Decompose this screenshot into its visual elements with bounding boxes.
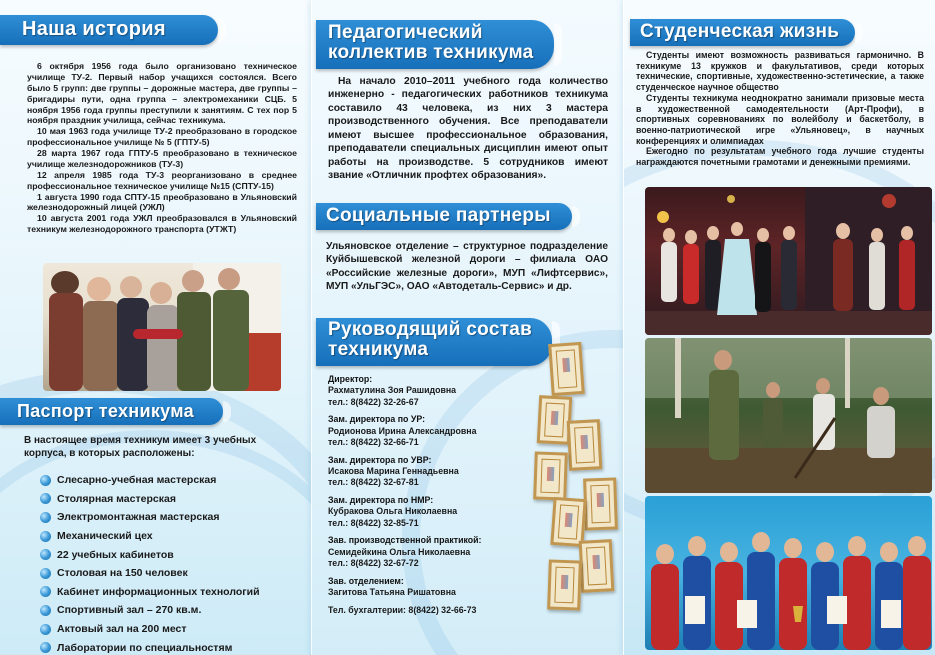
- bullet-icon: [40, 549, 51, 560]
- bullet-icon: [40, 642, 51, 653]
- list-item: Слесарно-учебная мастерская: [40, 471, 300, 490]
- student-life-paragraph: Студенты имеют возможность развиваться гармонично. В техникуме 13 кружков и факультативов, среди которых технические, спортивные, художественно-эстетические, а также студенческое научное общество: [636, 50, 924, 93]
- certificate-image: [583, 477, 618, 530]
- list-item: Столярная мастерская: [40, 490, 300, 509]
- passport-intro: В настоящее время техникум имеет 3 учебных корпуса, в которых расположены:: [24, 435, 257, 459]
- concert-photo-illustration: [645, 187, 932, 335]
- history-paragraph: 1 августа 1990 года СПТУ-15 преобразовано в Ульяновский железнодорожный лицей (УЖЛ): [27, 191, 297, 213]
- panel-staff: [312, 0, 624, 655]
- staff-title-line: Педагогический: [328, 22, 483, 43]
- list-item: Электромонтажная мастерская: [40, 508, 300, 527]
- certificate-image: [533, 451, 568, 500]
- staff-title-line: коллектив техникума: [328, 41, 534, 63]
- management-title-line: техникума: [328, 338, 429, 360]
- concert-photo: [645, 187, 932, 335]
- list-item: Кабинет информационных технологий: [40, 583, 300, 602]
- outdoor-photo-illustration: [645, 338, 932, 493]
- partners-title: Социальные партнеры: [316, 203, 572, 230]
- list-item: Зам. директора по УР: Родионова Ирина Александровна тел.: 8(8422) 32-66-71: [328, 414, 477, 447]
- panel-history: [0, 0, 312, 655]
- list-item: Зам. директора по УВР: Исакова Марина Геннадьевна тел.: 8(8422) 32-67-81: [328, 454, 459, 488]
- bullet-icon: [40, 512, 51, 523]
- student-life-title: Студенческая жизнь: [630, 19, 855, 46]
- list-item: Актовый зал на 200 мест: [40, 620, 300, 639]
- certificate-image: [579, 539, 615, 593]
- history-title: Наша история: [0, 15, 218, 45]
- bullet-icon: [40, 531, 51, 542]
- list-item: Директор: Рахматулина Зоя Рашидовна тел.: 8(8422) 32-26-67: [328, 374, 457, 407]
- management-title: [316, 318, 552, 366]
- team-photo-illustration: [645, 496, 932, 650]
- bullet-icon: [40, 624, 51, 635]
- list-item: Зам. директора по НМР: Кубракова Ольга Николаевна тел.: 8(8422) 32-85-71: [328, 495, 458, 528]
- student-life-text: [636, 50, 924, 168]
- accounting-phone: Тел. бухгалтерии: 8(8422) 32-66-73: [328, 604, 477, 615]
- management-list: [328, 374, 528, 623]
- management-title-line: Руководящий состав: [328, 319, 533, 340]
- bullet-icon: [40, 475, 51, 486]
- certificate-image: [550, 497, 586, 547]
- panel-student-life: [624, 0, 935, 655]
- history-paragraph: 12 апреля 1985 года ТУ-3 реорганизовано в среднее профессиональное техническое училище №15 (СПТУ-15): [27, 169, 297, 191]
- bullet-icon: [40, 586, 51, 597]
- history-paragraph: 28 марта 1967 года ГПТУ-5 преобразовано в техническое училище железнодорожников (ТУ-3): [27, 148, 297, 169]
- staff-text: На начало 2010–2011 учебного года количество инженерно - педагогических работников техникума составило 43 человека, из них 3 мастера производственного обучения. Все преподаватели имеют высшее профессиональное образования, преподаватели специальных дисциплин имеют опыт работы на производстве. 5 сотрудников имеют звание «Отличник профтех образования».: [328, 76, 608, 182]
- history-paragraph: 10 мая 1963 года училище ТУ-2 преобразовано в городское профессиональное училище № 5 (ГПТУ-5): [27, 126, 297, 148]
- history-paragraph: 10 августа 2001 года УЖЛ преобразовался в Ульяновский техникум железнодорожного транспорта (УТЖТ): [27, 213, 297, 235]
- student-life-paragraph: Студенты техникума неоднократно занимали призовые места в художественной самодеятельности (Арт-Профи), в спортивных соревнованиях по волейболу и баскетболу, в военно-патриотической игре «Ульяновец», в научных конференциях и олимпиадах: [636, 92, 924, 146]
- bullet-icon: [40, 605, 51, 616]
- list-item: Механический цех: [40, 527, 300, 546]
- student-life-paragraph: Ежегодно по результатам учебного года лучшие студенты награждаются почетными грамотами и денежными премиями.: [636, 146, 924, 168]
- history-text: [27, 61, 297, 235]
- history-paragraph: 6 октября 1956 года было организовано техническое училище ТУ-2. Первый набор учащихся состоялся. Всего было 5 групп: две группы – дорожные мастера, две группы – бригадиры пути, одна группа – электромеханики СЦБ. 5 ноября 1956 года группы преступили к занятиям. С тех пор 5 ноября праздник училища, сейчас техникума.: [27, 61, 297, 126]
- staff-title: [316, 20, 554, 69]
- certificate-image: [547, 559, 582, 610]
- bullet-icon: [40, 568, 51, 579]
- list-item: Спортивный зал – 270 кв.м.: [40, 601, 300, 620]
- list-item: Зав. отделением: Загитова Татьяна Ришатовна: [328, 575, 456, 597]
- list-item: 22 учебных кабинетов: [40, 545, 300, 564]
- partners-text: Ульяновское отделение – структурное подразделение Куйбышевской железной дороги – филиала ОАО «Российские железные дороги», МУП «Лифтсервис», МУП «УльГЭС», ОАО «Автодеталь-Сервис» и др.: [326, 241, 608, 292]
- team-photo: [645, 496, 932, 650]
- history-photo: [43, 263, 281, 391]
- passport-title: Паспорт техникума: [0, 398, 223, 425]
- list-item: Лаборатории по специальностям: [40, 638, 300, 655]
- history-photo-illustration: [43, 263, 281, 391]
- certificate-image: [548, 342, 585, 396]
- certificate-image: [567, 419, 603, 471]
- list-item: Столовая на 150 человек: [40, 564, 300, 583]
- outdoor-photo: [645, 338, 932, 493]
- bullet-icon: [40, 493, 51, 504]
- list-item: Зав. производственной практикой: Семидейкина Ольга Николаевна тел.: 8(8422) 32-67-72: [328, 535, 482, 568]
- facilities-list: [40, 471, 300, 655]
